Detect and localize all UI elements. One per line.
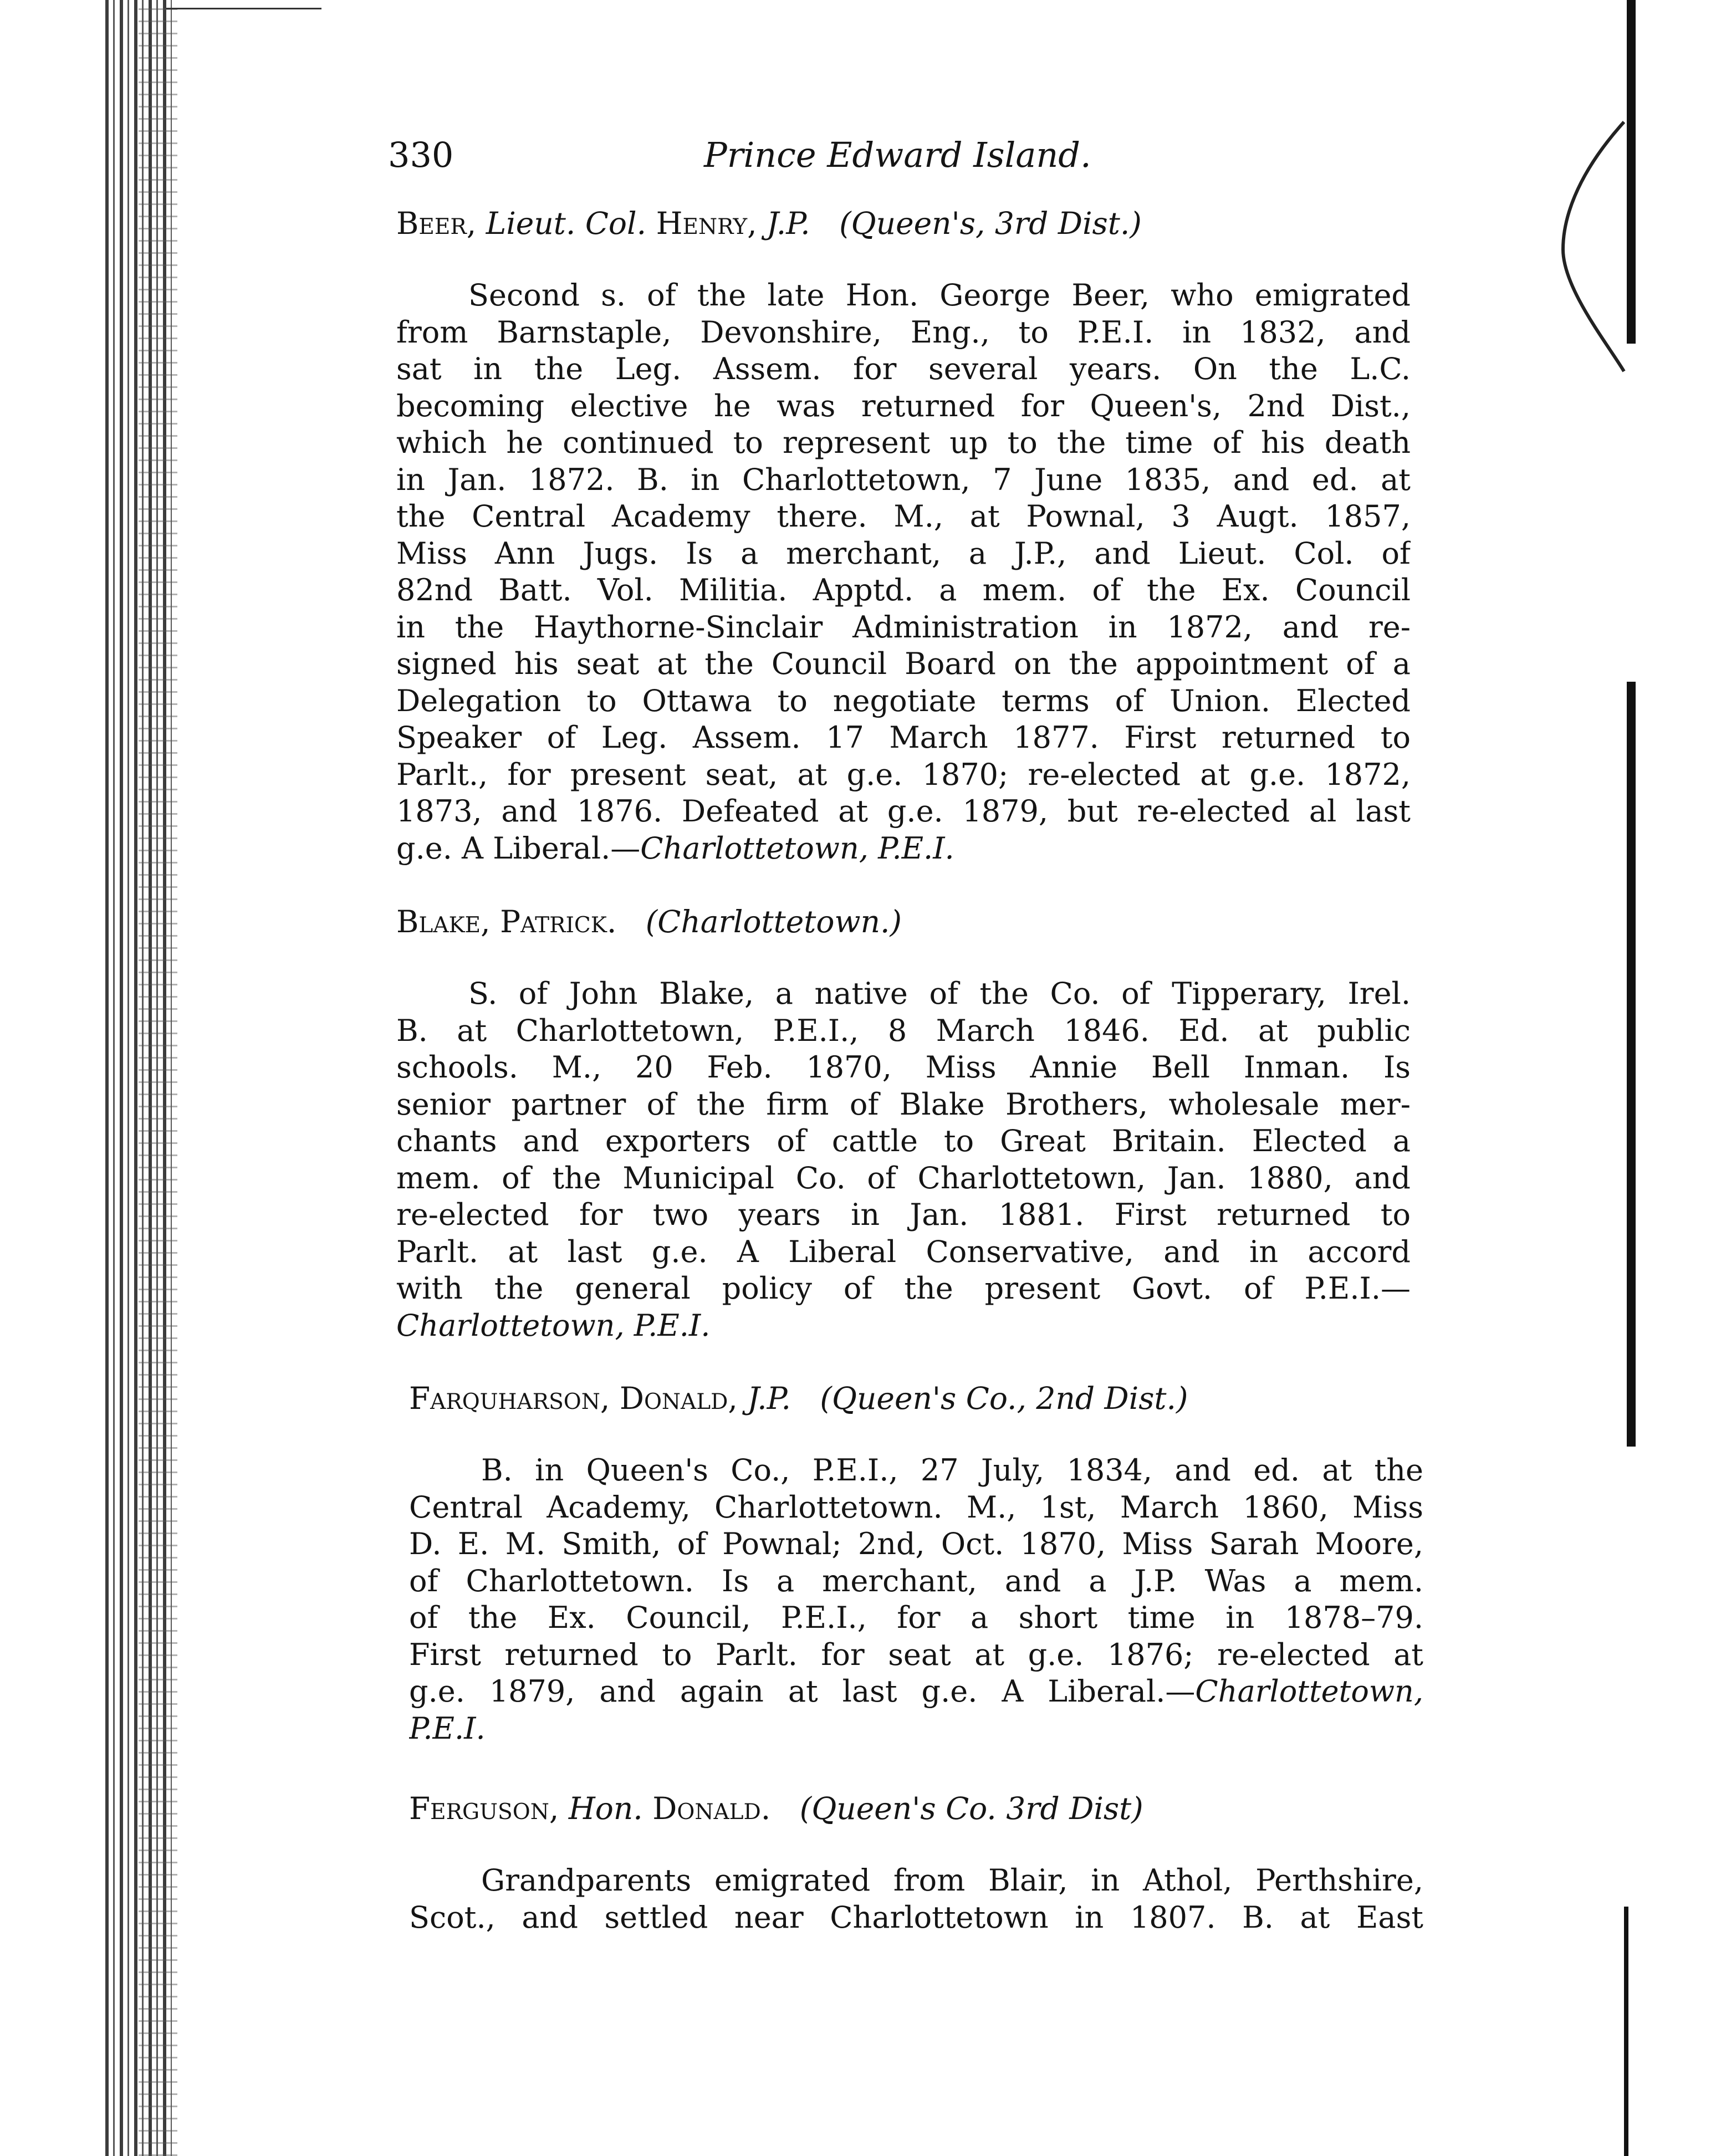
entry-body [409,1862,1423,1936]
entry-title: J.P. [767,206,810,241]
scan-top-rule [166,8,321,9]
entry-surname: Ferguson, [409,1791,559,1826]
entry-address-line2: P.E.I. [409,1710,486,1746]
body-line: senior partner of the firm of Blake Brothers, wholesale mer- [396,1086,1411,1122]
entry-constituency: (Queen's Co. 3rd Dist) [799,1791,1143,1826]
entry-heading [409,1380,1188,1417]
body-line-last [409,1710,1423,1748]
body-line: schools. M., 20 Feb. 1870, Miss Annie Bell Inman. Is [396,1050,1411,1085]
entry-surname: Beer, [396,206,477,241]
body-line: which he continued to represent up to the time of his death [396,425,1411,460]
body-line: sat in the Leg. Assem. for several years. On the L.C. [396,351,1411,386]
body-line: S. of John Blake, a native of the Co. of Tipperary, Irel. [468,976,1411,1011]
entry-address: Charlottetown, P.E.I. [640,830,954,866]
entry-heading [409,1790,1143,1827]
entry-constituency: (Queen's, 3rd Dist.) [839,206,1142,241]
body-line: Second s. of the late Hon. George Beer, who emigrated [468,278,1411,313]
body-line: D. E. M. Smith, of Pownal; 2nd, Oct. 1870, Miss Sarah Moore, [409,1526,1423,1561]
body-line-with-address [409,1673,1423,1710]
scan-right-edge-mark [1624,1907,1628,2156]
body-line: of the Ex. Council, P.E.I., for a short time in 1878–79. [409,1600,1423,1635]
entry-rank: Hon. [568,1791,643,1826]
body-line: of Charlottetown. Is a merchant, and a J.P. Was a mem. [409,1563,1423,1598]
entry-address: Charlottetown, P.E.I. [396,1307,711,1343]
page-number: 330 [388,135,454,175]
body-line: First returned to Parlt. for seat at g.e. 1876; re-elected at [409,1637,1423,1672]
body-line: g.e. A Liberal.— [396,830,641,866]
entry-given-name: Donald. [652,1791,771,1826]
scan-page-curl-mark [1541,111,1641,377]
body-line: becoming elective he was returned for Queen's, 2nd Dist., [396,388,1411,423]
entry-title: J.P. [747,1381,791,1416]
entry-heading [396,205,1142,242]
scan-binding-shadow [139,0,177,2156]
body-line-last [396,1307,1411,1345]
body-line: Miss Ann Jugs. Is a merchant, a J.P., and Lieut. Col. of [396,535,1411,571]
body-line: Central Academy, Charlottetown. M., 1st, March 1860, Miss [409,1489,1423,1525]
body-line: Parlt., for present seat, at g.e. 1870; re-elected at g.e. 1872, [396,757,1411,792]
body-line: Scot., and settled near Charlottetown in 1807. B. at East [409,1899,1423,1935]
entry-constituency: (Charlottetown.) [645,904,902,939]
body-line: 1873, and 1876. Defeated at g.e. 1879, but re-elected al last [396,794,1411,829]
entry-address: Charlottetown, [1195,1674,1423,1709]
body-line: 82nd Batt. Vol. Militia. Apptd. a mem. of the Ex. Council [396,573,1411,607]
entry-rank: Lieut. Col. [486,206,647,241]
body-line: from Barnstaple, Devonshire, Eng., to P.E.I. in 1832, and [396,314,1411,350]
entry-given-name: Patrick. [500,904,617,939]
body-line: B. in Queen's Co., P.E.I., 27 July, 1834, and ed. at the [481,1453,1423,1488]
body-line: in the Haythorne-Sinclair Administration in 1872, and re- [396,609,1411,645]
body-line: chants and exporters of cattle to Great Britain. Elected a [396,1123,1411,1158]
body-line-last [396,830,1411,867]
scan-right-edge-mark [1627,682,1636,1447]
body-line: with the general policy of the present Govt. of P.E.I.— [396,1271,1411,1306]
body-line: in Jan. 1872. B. in Charlottetown, 7 June 1835, and ed. at [396,462,1411,497]
entry-surname: Blake, [396,904,491,939]
body-line: mem. of the Municipal Co. of Charlottetown, Jan. 1880, and [396,1160,1411,1195]
body-line: Speaker of Leg. Assem. 17 March 1877. First returned to [396,720,1411,755]
entry-surname: Farquharson, [409,1381,610,1416]
body-line: Grandparents emigrated from Blair, in Athol, Perthshire, [481,1863,1423,1898]
entry-given-name: Donald, [619,1381,738,1416]
body-line: B. at Charlottetown, P.E.I., 8 March 1846. Ed. at public [396,1013,1411,1048]
body-line: g.e. 1879, and again at last g.e. A Liberal.— [409,1674,1196,1709]
entry-given-name: Henry, [656,206,757,241]
body-line: Delegation to Ottawa to negotiate terms of Union. Elected [396,683,1411,718]
page-header [388,133,1097,188]
body-line: signed his seat at the Council Board on the appointment of a [396,646,1411,681]
entry-body [396,975,1411,1344]
entry-heading [396,903,902,940]
entry-body [409,1452,1423,1747]
body-line: Parlt. at last g.e. A Liberal Conservative, and in accord [396,1234,1411,1269]
body-line: the Central Academy there. M., at Pownal, 3 Augt. 1857, [396,499,1411,534]
running-title: Prince Edward Island. [704,135,1091,175]
entry-body [396,277,1411,867]
body-line: re-elected for two years in Jan. 1881. First returned to [396,1197,1411,1232]
entry-constituency: (Queen's Co., 2nd Dist.) [820,1381,1188,1416]
